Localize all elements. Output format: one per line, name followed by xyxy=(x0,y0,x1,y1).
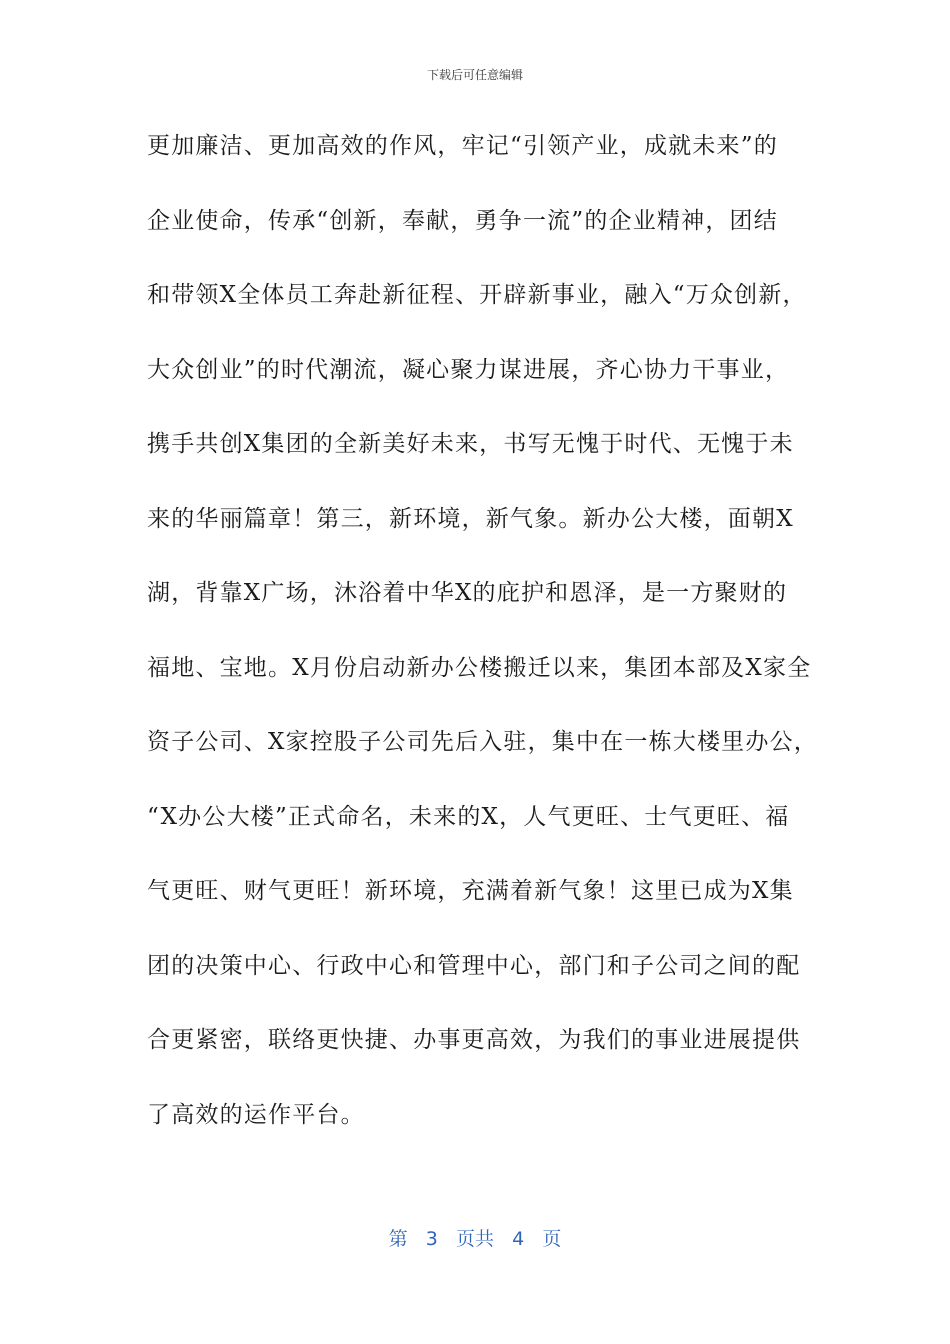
body-text-line: 合更紧密，联络更快捷、办事更高效，为我们的事业进展提供 xyxy=(147,1027,801,1053)
page-footer-prefix: 第 xyxy=(388,1228,408,1250)
body-text-line: 更加廉洁、更加高效的作风，牢记“引领产业，成就未来”的 xyxy=(147,133,778,159)
document-body xyxy=(147,118,818,1161)
page-header-note: 下载后可任意编辑 xyxy=(426,68,523,82)
body-text-line: 携手共创X集团的全新美好未来，书写无愧于时代、无愧于未 xyxy=(147,431,794,457)
body-text-line: 了高效的运作平台。 xyxy=(147,1101,365,1128)
page-number-footer xyxy=(0,1224,950,1251)
body-text-line: 企业使命，传承“创新，奉献，勇争一流”的企业精神，团结 xyxy=(147,207,778,234)
body-text-line: 资子公司、X家控股子公司先后入驻，集中在一栋大楼里办公， xyxy=(147,729,818,755)
body-text-line: 气更旺、财气更旺！新环境，充满着新气象！这里已成为X集 xyxy=(147,878,794,904)
body-text-line: 福地、宝地。X月份启动新办公楼搬迁以来，集团本部及X家全 xyxy=(147,654,812,681)
total-pages-number: 4 xyxy=(512,1228,525,1250)
body-text-line: 来的华丽篇章！第三，新环境，新气象。新办公大楼，面朝X xyxy=(147,505,794,532)
current-page-number: 3 xyxy=(425,1228,438,1250)
body-text-line: 湖，背靠X广场，沐浴着中华X的庇护和恩泽，是一方聚财的 xyxy=(147,580,788,606)
page-footer-middle: 页共 xyxy=(455,1228,494,1250)
body-text-line: 和带领X全体员工奔赴新征程、开辟新事业，融入“万众创新， xyxy=(147,282,807,308)
body-text-line: “X办公大楼”正式命名，未来的X，人气更旺、士气更旺、福 xyxy=(147,803,790,830)
body-text-line: 大众创业”的时代潮流，凝心聚力谋进展，齐心协力干事业， xyxy=(147,356,790,383)
page-footer-suffix: 页 xyxy=(542,1228,562,1250)
body-text-line: 团的决策中心、行政中心和管理中心，部门和子公司之间的配 xyxy=(147,952,801,979)
